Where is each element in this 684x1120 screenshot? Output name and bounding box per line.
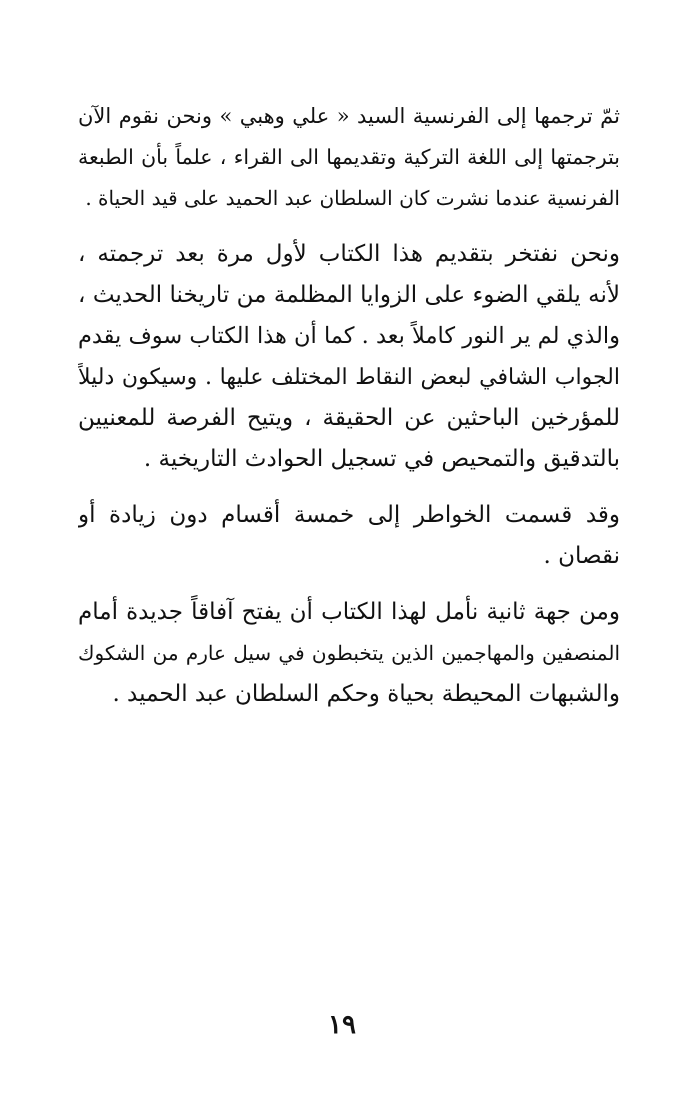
text-line: ونحن نفتخر بتقديم هذا الكتاب لأول مرة بعد ترجمته ،	[78, 241, 620, 267]
text-line: وقد قسمت الخواطر إلى خمسة أقسام دون زيادة أو	[78, 502, 620, 528]
body-text	[78, 96, 620, 715]
paragraph-spacer	[78, 480, 620, 495]
paragraph-spacer	[78, 577, 620, 592]
page-number: ١٩	[328, 1010, 356, 1040]
paragraph-spacer	[78, 219, 620, 234]
text-line: بترجمتها إلى اللغة التركية وتقديمها الى القراء ، علماً بأن الطبعة	[78, 145, 620, 169]
text-line: نقصان .	[543, 543, 620, 569]
text-line: لأنه يلقي الضوء على الزوايا المظلمة من تاريخنا الحديث ،	[78, 282, 620, 308]
text-line: الجواب الشافي لبعض النقاط المختلف عليها . وسيكون دليلاً	[78, 365, 620, 390]
paragraph-4	[78, 592, 620, 715]
paragraph-1	[78, 96, 620, 219]
paragraph-3	[78, 495, 620, 577]
text-line: بالتدقيق والتمحيص في تسجيل الحوادث التاريخية .	[143, 446, 620, 472]
text-line: الفرنسية عندما نشرت كان السلطان عبد الحميد على قيد الحياة .	[85, 186, 620, 210]
paragraph-2	[78, 234, 620, 480]
text-line: والذي لم ير النور كاملاً بعد . كما أن هذا الكتاب سوف يقدم	[78, 323, 620, 349]
text-line: ومن جهة ثانية نأمل لهذا الكتاب أن يفتح آفاقاً جديدة أمام	[78, 599, 620, 625]
text-line: للمؤرخين الباحثين عن الحقيقة ، ويتيح الفرصة للمعنيين	[78, 405, 620, 431]
text-line: المنصفين والمهاجمين الذين يتخبطون في سيل عارم من الشكوك	[78, 641, 620, 665]
text-line: ثمّ ترجمها إلى الفرنسية السيد « علي وهبي » ونحن نقوم الآن	[78, 104, 620, 128]
text-line: والشبهات المحيطة بحياة وحكم السلطان عبد الحميد .	[112, 681, 620, 707]
